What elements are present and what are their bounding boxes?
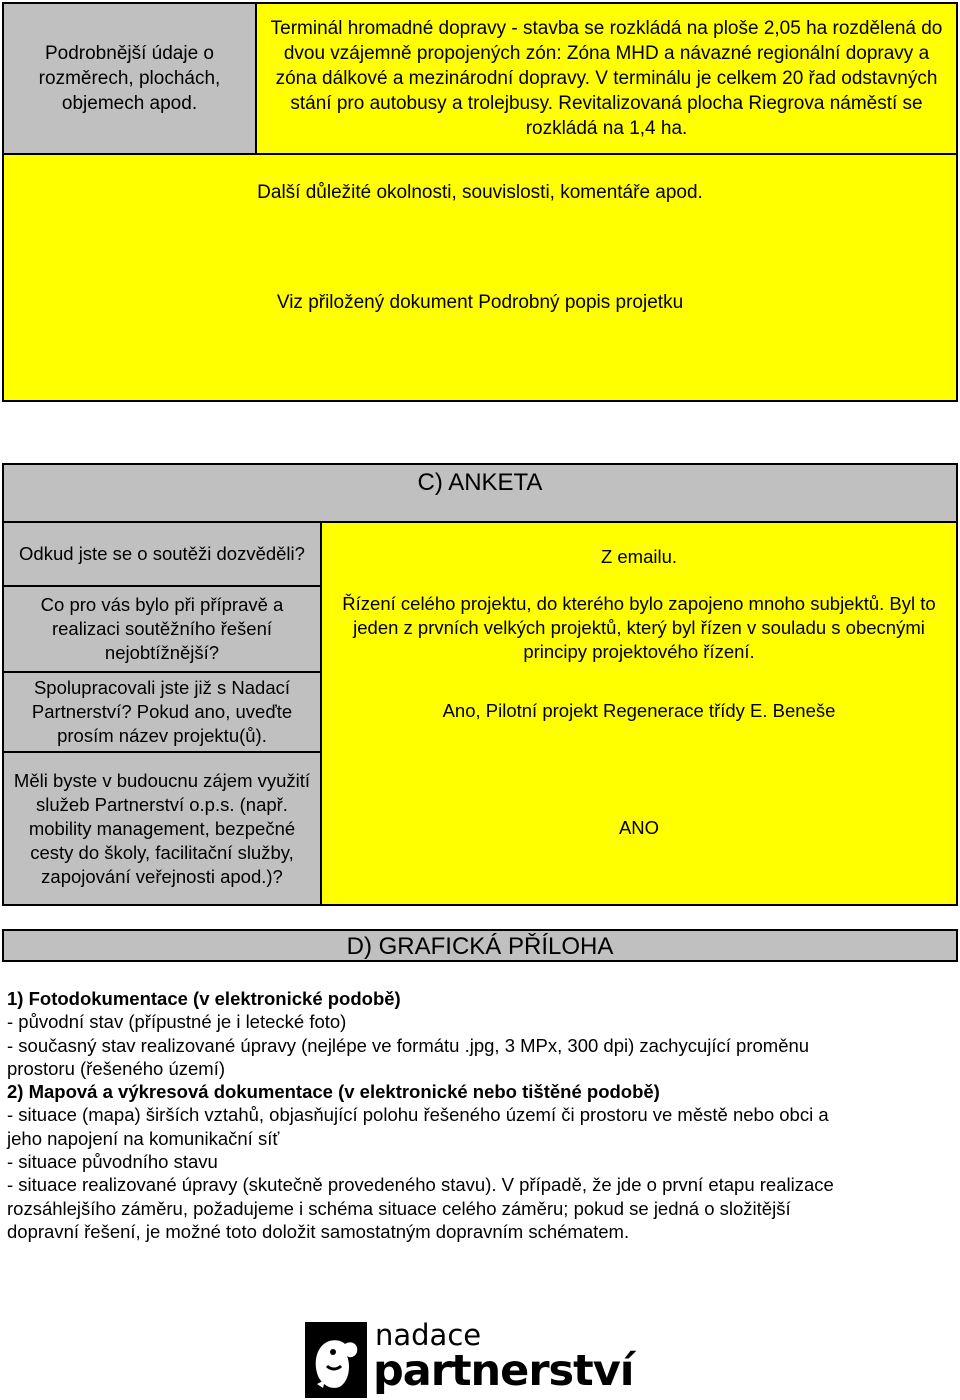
area-details-label: Podrobnější údaje o rozměrech, plochách, objemech apod. [38, 43, 221, 114]
survey-questions-column [2, 521, 322, 906]
requirement-line: jeho napojení na komunikační síť [7, 1127, 280, 1149]
survey-question [4, 585, 320, 671]
area-details-value-cell [255, 2, 958, 155]
attachment-requirements [7, 987, 953, 1243]
other-comments-cell [2, 153, 958, 402]
requirement-line: - situace (mapa) širších vztahů, objasňující polohu řešeného území či prostoru ve městě nebo obci a [7, 1104, 829, 1126]
survey-answer [322, 751, 956, 904]
requirement-line: - situace realizované úpravy (skutečně provedeného stavu). V případě, že jde o první etapu realizace [7, 1174, 834, 1196]
survey-section-header [2, 463, 958, 523]
area-details-label-cell [2, 2, 257, 155]
requirement-line: - původní stav (přípustné je i letecké foto) [7, 1011, 347, 1033]
nadace-partnerstvi-logo [305, 1318, 660, 1398]
map-docs-heading: 2) Mapová a výkresová dokumentace (v elektronické nebo tištěné podobě) [7, 1081, 660, 1103]
requirement-line: dopravní řešení, je možné toto doložit samostatným dopravním schématem. [7, 1220, 630, 1242]
survey-question-text: Odkud jste se o soutěži dozvěděli? [19, 543, 305, 564]
requirement-line: - situace původního stavu [7, 1151, 218, 1173]
other-comments-value: Viz přiložený dokument Podrobný popis projetku [276, 292, 684, 313]
survey-answer-text: ANO [618, 816, 660, 838]
survey-question-text: Měli byste v budoucnu zájem využití služeb Partnerství o.p.s. (např. mobility management, bezpečné cesty do školy, facilitační služby, zapojování veřejnosti apod.)? [13, 769, 311, 887]
area-details-value: Terminál hromadné dopravy - stavba se rozkládá na ploše 2,05 ha rozdělená do dvou vzájemně propojených zón: Zóna MHD a návazné regionální dopravy a zóna dálkové a mezinárodní dopravy. V terminálu je celkem 20 řad odstavných stání pro autobusy a trolejbusy. Revitalizovaná plocha Riegrova náměstí se rozkládá na 1,4 ha. [270, 18, 943, 139]
other-comments-label: Další důležité okolnosti, souvislosti, komentáře apod. [257, 182, 703, 203]
survey-question-text: Spolupracovali jste již s Nadací Partnerství? Pokud ano, uveďte prosím název projektu(ů). [31, 677, 293, 746]
survey-title: C) ANKETA [417, 469, 543, 496]
requirement-line: - současný stav realizované úpravy (nejlépe ve formátu .jpg, 3 MPx, 300 dpi) zachycující proměnu [7, 1034, 810, 1056]
logo-mark-icon [305, 1322, 367, 1398]
survey-question [4, 751, 320, 904]
logo-text-partnerstvi: partnerství [373, 1346, 634, 1396]
survey-answers-column [320, 521, 958, 906]
requirement-line: prostoru (řešeného území) [7, 1057, 225, 1079]
requirement-line: rozsáhlejšího záměru, požadujeme i schéma situace celého záměru; pokud se jedná o složitější [7, 1197, 791, 1219]
survey-answer [322, 671, 956, 751]
survey-answer-text: Z emailu. [600, 546, 678, 567]
photo-docs-heading: 1) Fotodokumentace (v elektronické podobě) [7, 988, 401, 1009]
survey-answer-text: Řízení celého projektu, do kterého bylo zapojeno mnoho subjektů. Byl to jeden z prvních velkých projektů, který byl řízen v souladu s obecnými principy projektového řízení. [342, 593, 936, 662]
logo-text-nadace: nadace [375, 1318, 482, 1352]
graphic-attachment-header [2, 929, 958, 962]
survey-question-text: Co pro vás bylo při přípravě a realizaci soutěžního řešení nejobtížnější? [40, 594, 284, 663]
survey-answer [322, 523, 956, 585]
survey-question [4, 523, 320, 585]
survey-answer [322, 585, 956, 671]
survey-question [4, 671, 320, 751]
graphic-attachment-title: D) GRAFICKÁ PŘÍLOHA [346, 933, 614, 960]
survey-answer-text: Ano, Pilotní projekt Regenerace třídy E. Beneše [442, 700, 836, 721]
